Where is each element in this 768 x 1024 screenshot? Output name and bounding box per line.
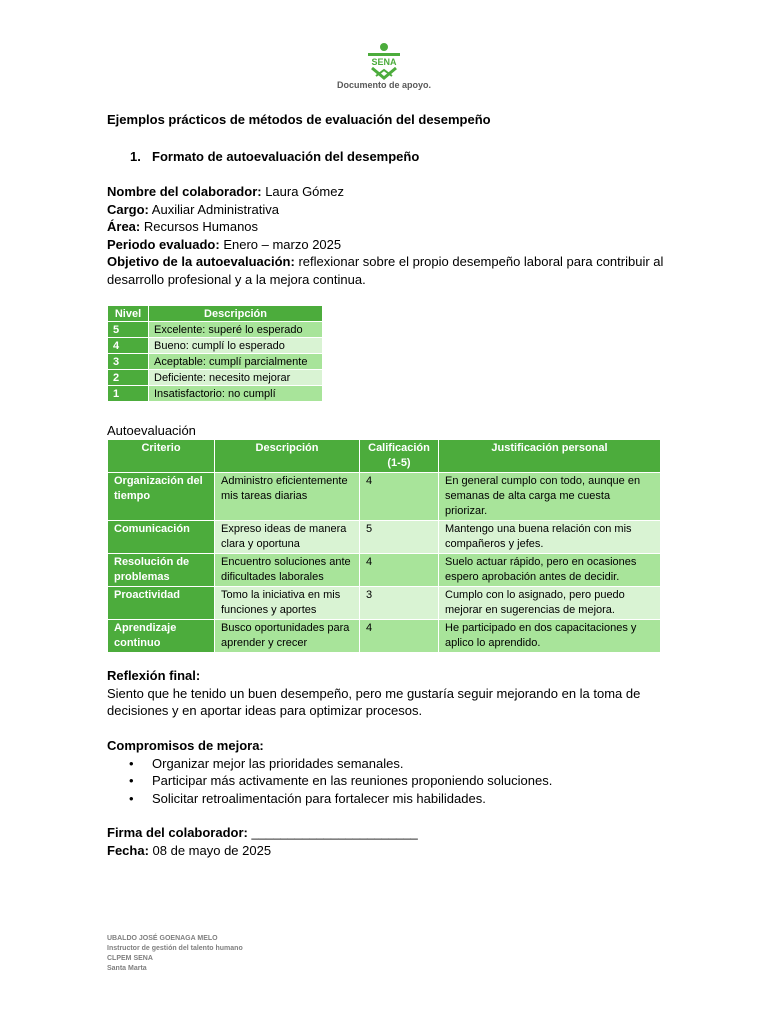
table-row xyxy=(108,354,323,370)
criterion-cell: Aprendizaje continuo xyxy=(108,620,215,653)
reflection-text: Siento que he tenido un buen desempeño, pero me gustaría seguir mejorando en la toma de decisiones y en aportar ideas para optimizar procesos. xyxy=(107,685,641,718)
score-cell: 4 xyxy=(360,620,439,653)
table-row xyxy=(108,521,661,554)
description-cell: Encuentro soluciones ante dificultades laborales xyxy=(215,554,360,587)
table-row xyxy=(108,386,323,402)
justification-cell: He participado en dos capacitaciones y aplico lo aprendido. xyxy=(439,620,661,653)
collaborator-info xyxy=(107,183,667,288)
list-item: • Participar más activamente en las reuniones proponiendo soluciones. xyxy=(152,772,667,790)
level-number: 3 xyxy=(108,354,149,370)
table-row xyxy=(108,322,323,338)
table-row xyxy=(108,338,323,354)
footer-center: CLPEM SENA xyxy=(107,955,153,962)
section-number: 1. xyxy=(130,149,141,164)
justification-cell: Mantengo una buena relación con mis compañeros y jefes. xyxy=(439,521,661,554)
section-heading xyxy=(130,149,419,164)
document-subtitle: Documento de apoyo. xyxy=(336,80,431,90)
autoevaluation-title: Autoevaluación xyxy=(107,423,196,438)
justification-cell: Cumplo con lo asignado, pero puedo mejorar en sugerencias de mejora. xyxy=(439,587,661,620)
objective-value: reflexionar sobre el propio desempeño laboral para contribuir al desarrollo profesional y a la mejora continua. xyxy=(107,254,664,287)
objective-label: Objetivo de la autoevaluación: xyxy=(107,254,295,269)
score-cell: 3 xyxy=(360,587,439,620)
level-description: Aceptable: cumplí parcialmente xyxy=(149,354,323,370)
score-cell: 4 xyxy=(360,554,439,587)
collaborator-label: Nombre del colaborador: xyxy=(107,184,262,199)
header-score: Calificación (1-5) xyxy=(360,440,439,473)
list-item: • Organizar mejor las prioridades semanales. xyxy=(152,755,667,773)
table-row xyxy=(108,620,661,653)
footer-role: Instructor de gestión del talento humano xyxy=(107,945,243,952)
level-description: Excelente: superé lo esperado xyxy=(149,322,323,338)
footer xyxy=(107,934,243,974)
signature-label: Firma del colaborador: xyxy=(107,825,248,840)
reflection-title: Reflexión final: xyxy=(107,668,201,683)
period-label: Periodo evaluado: xyxy=(107,236,220,252)
commitments-list xyxy=(107,755,667,808)
description-cell: Administro eficientemente mis tareas diarias xyxy=(215,473,360,521)
level-description: Insatisfactorio: no cumplí xyxy=(149,386,323,402)
area-value: Recursos Humanos xyxy=(143,219,259,234)
footer-name: UBALDO JOSÉ GOENAGA MELO xyxy=(107,935,218,942)
justification-cell: En general cumplo con todo, aunque en semanas de alta carga me cuesta priorizar. xyxy=(439,473,661,521)
date-label: Fecha: xyxy=(107,842,149,858)
autoevaluation-table xyxy=(107,439,661,653)
signature-line: _______________________ xyxy=(251,825,418,840)
document-title: Ejemplos prácticos de métodos de evaluación del desempeño xyxy=(107,112,491,127)
logo-text: SENA xyxy=(371,57,397,67)
header-criterion: Criterio xyxy=(108,440,215,473)
header-justification: Justificación personal xyxy=(439,440,661,473)
criterion-cell: Organización del tiempo xyxy=(108,473,215,521)
level-number: 4 xyxy=(108,338,149,354)
footer-city: Santa Marta xyxy=(107,965,147,972)
levels-header-description: Descripción xyxy=(149,306,323,322)
level-number: 5 xyxy=(108,322,149,338)
section-title: Formato de autoevaluación del desempeño xyxy=(152,149,420,164)
criterion-cell: Proactividad xyxy=(108,587,215,620)
levels-table xyxy=(107,305,323,402)
justification-cell: Suelo actuar rápido, pero en ocasiones espero aprobación antes de decidir. xyxy=(439,554,661,587)
table-row xyxy=(108,473,661,521)
collaborator-value: Laura Gómez xyxy=(265,184,344,199)
criterion-cell: Resolución de problemas xyxy=(108,554,215,587)
cargo-value: Auxiliar Administrativa xyxy=(151,201,279,217)
list-item: • Solicitar retroalimentación para fortalecer mis habilidades. xyxy=(152,790,667,808)
score-cell: 5 xyxy=(360,521,439,554)
levels-header-level: Nivel xyxy=(108,306,149,322)
level-description: Deficiente: necesito mejorar xyxy=(149,370,323,386)
description-cell: Tomo la iniciativa en mis funciones y aportes xyxy=(215,587,360,620)
table-row xyxy=(108,370,323,386)
reflection-section xyxy=(107,667,667,720)
commitments-title: Compromisos de mejora: xyxy=(107,738,264,753)
criterion-cell: Comunicación xyxy=(108,521,215,554)
period-value: Enero – marzo 2025 xyxy=(223,236,342,252)
level-number: 2 xyxy=(108,370,149,386)
score-cell: 4 xyxy=(360,473,439,521)
area-label: Área: xyxy=(107,219,141,234)
commitments-section xyxy=(107,737,667,807)
sena-logo xyxy=(362,42,406,82)
date-value: 08 de mayo de 2025 xyxy=(152,842,272,858)
description-cell: Busco oportunidades para aprender y crecer xyxy=(215,620,360,653)
description-cell: Expreso ideas de manera clara y oportuna xyxy=(215,521,360,554)
table-row xyxy=(108,554,661,587)
cargo-label: Cargo: xyxy=(107,201,149,217)
level-number: 1 xyxy=(108,386,149,402)
header-description: Descripción xyxy=(215,440,360,473)
table-row xyxy=(108,587,661,620)
level-description: Bueno: cumplí lo esperado xyxy=(149,338,323,354)
signature-section xyxy=(107,824,667,859)
